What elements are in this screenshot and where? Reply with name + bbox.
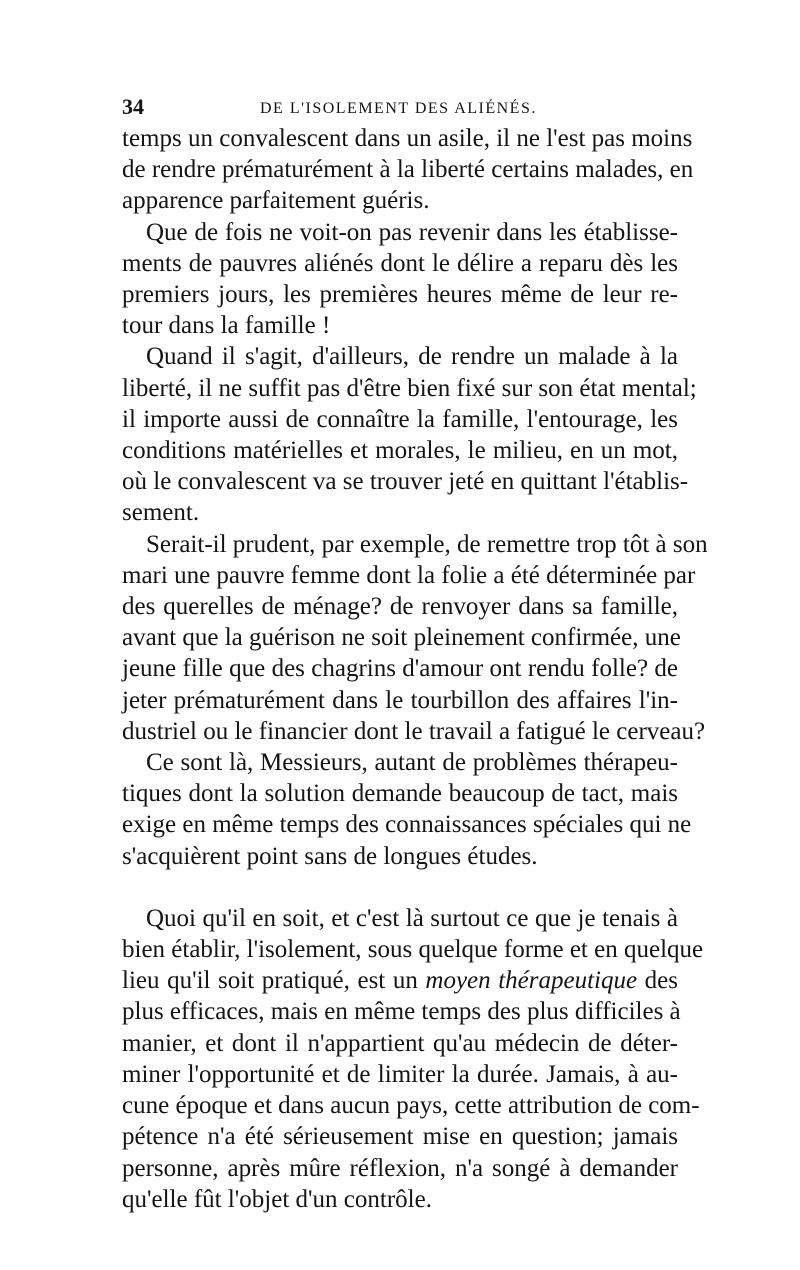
text-line: mari une pauvre femme dont la folie a été déterminée par: [122, 561, 696, 589]
text-line: dustriel ou le financier dont le travail a fatigué le cerveau?: [122, 717, 706, 745]
text-line: pétence n'a été sérieusement mise en question; jamais: [122, 1123, 678, 1151]
running-title: DE L'ISOLEMENT DES ALIÉNÉS.: [260, 100, 537, 117]
text-line: miner l'opportunité et de limiter la durée. Jamais, à au-: [122, 1060, 678, 1088]
text-line: manier, et dont il n'appartient qu'au médecin de déter-: [122, 1029, 678, 1057]
text-line: apparence parfaitement guéris.: [122, 187, 430, 215]
text-line: il importe aussi de connaître la famille, l'entourage, les: [122, 405, 678, 433]
paragraph-2: [122, 217, 678, 342]
text-line: sement.: [122, 499, 200, 527]
text-line: exige en même temps des connaissances spéciales qui ne: [122, 811, 692, 839]
page-body: [122, 123, 708, 1215]
text-line: bien établir, l'isolement, sous quelque forme et en quelque: [122, 936, 704, 964]
text-line: liberté, il ne suffit pas d'être bien fixé sur son état mental;: [122, 374, 697, 402]
text-segment: des: [644, 967, 678, 995]
paragraph-5: [122, 747, 692, 872]
text-line: s'acquièrent point sans de longues études.: [122, 842, 538, 870]
text-line: personne, après mûre réflexion, n'a songé à demander: [122, 1154, 678, 1182]
text-line: temps un convalescent dans un asile, il ne l'est pas moins: [122, 125, 693, 152]
text-line: où le convalescent va se trouver jeté en quittant l'établis-: [122, 468, 689, 496]
text-line: conditions matérielles et morales, le milieu, en un mot,: [122, 437, 678, 465]
paragraph-4: [122, 529, 708, 747]
text-line: ments de pauvres aliénés dont le délire a reparu dès les: [122, 249, 678, 277]
text-line: de rendre prématurément à la liberté certains malades, en: [122, 156, 694, 184]
paragraph-6: [122, 903, 704, 1215]
text-line: cune époque et dans aucun pays, cette attribution de com-: [122, 1092, 700, 1120]
text-segment: lieu qu'il soit pratiqué, est un: [122, 967, 418, 995]
text-line: jeune fille que des chagrins d'amour ont rendu folle? de: [122, 655, 678, 683]
page-number: 34: [122, 94, 144, 119]
paragraph-3: [122, 341, 697, 528]
text-line: Serait-il prudent, par exemple, de remettre trop tôt à son: [146, 530, 708, 558]
text-line: plus efficaces, mais en même temps des plus difficiles à: [122, 998, 681, 1026]
emphasis-term: moyen thérapeutique: [425, 967, 638, 995]
text-line: Quand il s'agit, d'ailleurs, de rendre un malade à la: [146, 343, 678, 371]
paragraph-1: [122, 123, 694, 217]
text-line: Quoi qu'il en soit, et c'est là surtout ce que je tenais à: [146, 904, 678, 932]
section-break: [122, 872, 678, 903]
text-line: Que de fois ne voit-on pas revenir dans les établisse-: [146, 218, 678, 246]
text-line-with-emphasis: [122, 965, 678, 996]
text-line: tour dans la famille !: [122, 312, 331, 340]
text-line: jeter prématurément dans le tourbillon des affaires l'in-: [122, 686, 678, 714]
text-line: qu'elle fût l'objet d'un contrôle.: [122, 1185, 432, 1213]
text-line: des querelles de ménage? de renvoyer dans sa famille,: [122, 593, 678, 621]
text-line: Ce sont là, Messieurs, autant de problèmes thérapeu-: [146, 749, 678, 777]
text-line: tiques dont la solution demande beaucoup de tact, mais: [122, 780, 678, 808]
text-line: premiers jours, les premières heures même de leur re-: [122, 281, 678, 309]
text-line: avant que la guérison ne soit pleinement confirmée, une: [122, 624, 681, 652]
